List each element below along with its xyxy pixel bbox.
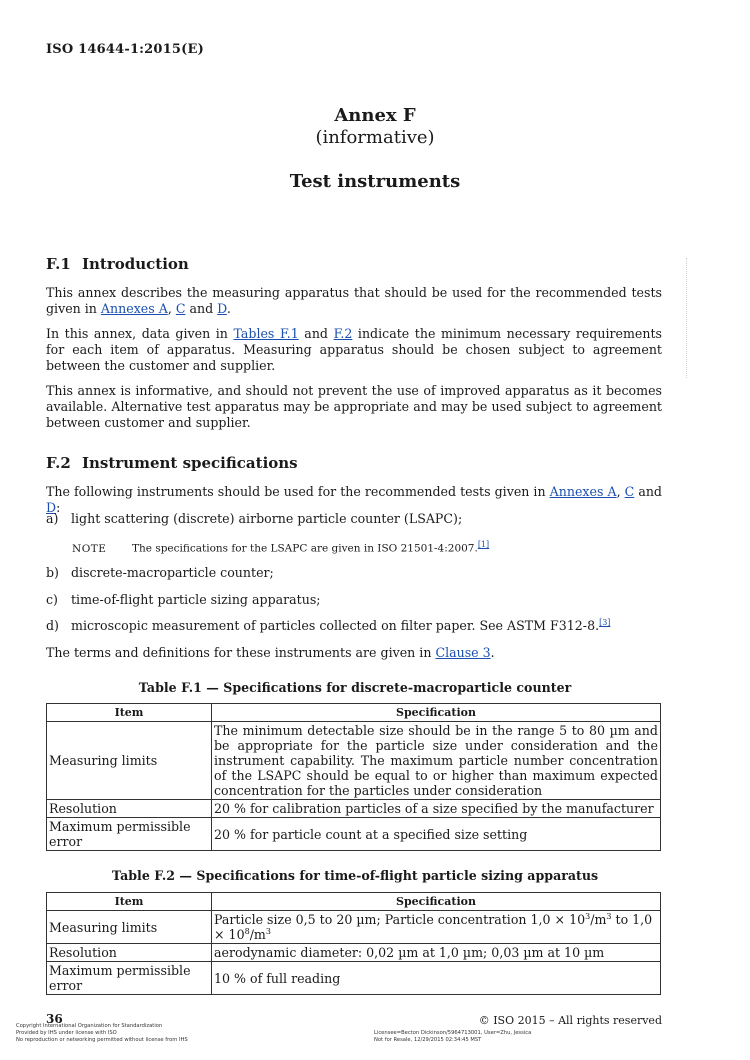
list-item bbox=[46, 565, 274, 580]
table-cell: Resolution bbox=[47, 800, 212, 818]
annex-title: Annex F bbox=[334, 105, 416, 126]
list-marker: c) bbox=[46, 592, 58, 607]
link-clause-3[interactable]: Clause 3 bbox=[435, 645, 491, 660]
text-run: This annex describes the measuring apparatus that should be used for the recommended tests given in bbox=[46, 285, 662, 316]
table-caption: Table F.1 — Specifications for discrete-macroparticle counter bbox=[138, 680, 572, 695]
section-number: F.1 bbox=[46, 255, 71, 273]
link-annexes-a[interactable]: Annexes A bbox=[549, 484, 617, 499]
column-header: Item bbox=[47, 704, 212, 722]
section-number: F.2 bbox=[46, 454, 71, 472]
table-header-row bbox=[47, 893, 661, 911]
text-run: and bbox=[185, 301, 218, 316]
table-cell: Measuring limits bbox=[47, 722, 212, 800]
license-line: No reproduction or networking permitted without license from IHS bbox=[16, 1037, 188, 1043]
annex-name: Test instruments bbox=[289, 171, 461, 192]
section-heading-f1 bbox=[46, 255, 189, 273]
text-run: The following instruments should be used for the recommended tests given in bbox=[46, 484, 550, 499]
text-run: /m bbox=[249, 927, 266, 943]
page-number: 36 bbox=[46, 1012, 63, 1026]
link-annexes-a[interactable]: Annexes A bbox=[100, 301, 168, 316]
table-cell: 20 % for calibration particles of a size specified by the manufacturer bbox=[212, 800, 661, 818]
table-caption: Table F.2 — Specifications for time-of-flight particle sizing apparatus bbox=[111, 868, 599, 883]
text-run: . bbox=[490, 645, 495, 660]
table-row bbox=[47, 944, 661, 962]
text-run: /m bbox=[590, 912, 607, 928]
link-annex-d[interactable]: D bbox=[46, 500, 57, 515]
note-text: The specifications for the LSAPC are given in ISO 21501-4:2007. bbox=[132, 542, 478, 555]
intro-paragraph-3: This annex is informative, and should not prevent the use of improved apparatus as it becomes available. Alternative test apparatus may be appropriate and may be used subject to agreement between customer and supplier. bbox=[46, 383, 662, 430]
column-header: Specification bbox=[212, 893, 661, 911]
column-header: Item bbox=[47, 893, 212, 911]
license-notice-left bbox=[16, 1023, 188, 1044]
list-marker: b) bbox=[46, 565, 59, 580]
list-item bbox=[46, 511, 462, 526]
copyright-notice: © ISO 2015 – All rights reserved bbox=[478, 1014, 662, 1027]
list-item-text: discrete-macroparticle counter; bbox=[71, 565, 274, 580]
note bbox=[72, 540, 489, 555]
note-label: NOTE bbox=[72, 542, 107, 555]
list-item-text: light scattering (discrete) airborne particle counter (LSAPC); bbox=[71, 511, 463, 526]
table-row bbox=[47, 962, 661, 995]
exponent: 3 bbox=[265, 927, 271, 937]
license-line: Licensee=Becton Dickinson/5964713001, User=Zhu, Jessica bbox=[374, 1030, 532, 1036]
text-run: , bbox=[167, 301, 176, 316]
link-tables-f1[interactable]: Tables F.1 bbox=[233, 326, 299, 341]
link-annex-c[interactable]: C bbox=[175, 301, 186, 316]
section-title: Instrument specifications bbox=[82, 454, 298, 472]
table-f2 bbox=[46, 892, 661, 995]
table-row bbox=[47, 800, 661, 818]
table-cell: Maximum permissible error bbox=[47, 962, 212, 995]
table-cell bbox=[212, 911, 661, 944]
text-run: Particle size 0,5 to 20 µm; Particle concentration 1,0 × 10 bbox=[214, 912, 586, 928]
license-notice-right bbox=[374, 1030, 531, 1044]
table-row bbox=[47, 818, 661, 851]
text-run: In this annex, data given in bbox=[46, 326, 234, 341]
table-cell: The minimum detectable size should be in the range 5 to 80 µm and be appropriate for the particle size under consideration and the instrument capability. The maximum particle number concentration of the LSAPC should be equal to or higher than maximum expected concentration for the particles under consideration bbox=[212, 722, 661, 800]
table-cell: Maximum permissible error bbox=[47, 818, 212, 851]
text-run: indicate the minimum necessary requirements for each item of apparatus. Measuring apparatus should be chosen subject to agreement between the customer and supplier. bbox=[46, 326, 663, 373]
table-row bbox=[47, 722, 661, 800]
table-cell: aerodynamic diameter: 0,02 µm at 1,0 µm; 0,03 µm at 10 µm bbox=[212, 944, 661, 962]
link-annex-c[interactable]: C bbox=[624, 484, 635, 499]
text-run: : bbox=[56, 500, 61, 515]
text-run: and bbox=[634, 484, 662, 499]
license-line: Not for Resale, 12/29/2015 02:34:45 MST bbox=[374, 1037, 482, 1043]
text-run: The terms and definitions for these instruments are given in bbox=[46, 645, 436, 660]
page-edge-marks bbox=[686, 258, 691, 378]
reference-link[interactable]: [3] bbox=[599, 618, 611, 627]
list-marker: d) bbox=[46, 618, 59, 634]
exponent: 8 bbox=[244, 927, 250, 937]
list-marker: a) bbox=[46, 511, 59, 526]
link-annex-d[interactable]: D bbox=[217, 301, 227, 316]
license-line: Provided by IHS under license with ISO bbox=[16, 1030, 117, 1036]
section-title: Introduction bbox=[82, 255, 189, 273]
text-run: to 1,0 × 10 bbox=[214, 912, 653, 943]
text-run: , bbox=[616, 484, 625, 499]
exponent: 3 bbox=[585, 912, 591, 921]
column-header: Specification bbox=[212, 704, 661, 722]
section-heading-f2 bbox=[46, 454, 298, 472]
terms-paragraph bbox=[46, 645, 662, 661]
text-run: and bbox=[298, 326, 334, 341]
document-header: ISO 14644-1:2015(E) bbox=[46, 42, 204, 57]
table-cell: Measuring limits bbox=[47, 911, 212, 944]
text-run: . bbox=[226, 301, 231, 316]
table-header-row bbox=[47, 704, 661, 722]
table-cell: Resolution bbox=[47, 944, 212, 962]
exponent: 3 bbox=[606, 912, 612, 921]
list-item-text: microscopic measurement of particles collected on filter paper. See ASTM F312-8. bbox=[71, 618, 600, 634]
table-cell: 10 % of full reading bbox=[212, 962, 661, 995]
list-item bbox=[46, 592, 321, 607]
link-table-f2[interactable]: F.2 bbox=[333, 326, 353, 341]
table-cell: 20 % for particle count at a specified size setting bbox=[212, 818, 661, 851]
list-item bbox=[46, 618, 610, 633]
intro-paragraph-1 bbox=[46, 285, 662, 317]
intro-paragraph-2 bbox=[46, 326, 662, 374]
annex-subtitle: (informative) bbox=[315, 127, 435, 148]
license-line: Copyright International Organization for Standardization bbox=[16, 1023, 163, 1029]
list-item-text: time-of-flight particle sizing apparatus; bbox=[71, 592, 321, 607]
reference-link[interactable]: [1] bbox=[477, 540, 490, 549]
table-row bbox=[47, 911, 661, 944]
table-f1 bbox=[46, 703, 661, 851]
